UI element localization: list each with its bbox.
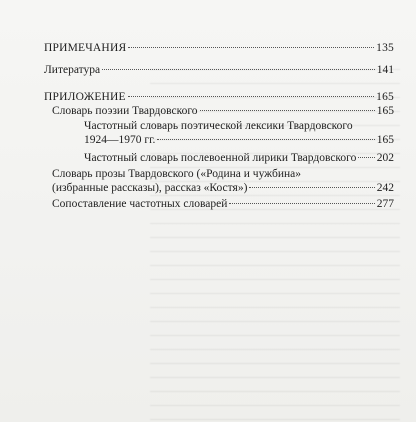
toc-leader-dots [229,203,374,204]
toc-leader-dots [157,139,374,140]
toc-label: Словарь поэзии Твардовского [52,105,198,117]
toc-page-number: 141 [376,64,394,76]
toc-label: ПРИЛОЖЕНИЕ [44,91,126,103]
toc-label: Сопоставление частотных словарей [52,198,228,210]
toc-entry-prose-dictionary-line1: Словарь прозы Твардовского («Родина и чужбина» [52,168,301,180]
toc-page-number: 165 [376,105,394,117]
toc-page-number: 165 [376,134,394,146]
toc-page-number: 242 [376,182,394,194]
toc-page-number: 202 [376,152,394,164]
toc-label: 1924—1970 гг. [84,134,156,146]
toc-leader-dots [128,96,374,97]
toc-entry-frequency-poetic-line1: Частотный словарь поэтической лексики Твардовского [84,120,353,132]
toc-label: ПРИМЕЧАНИЯ [44,42,127,54]
toc-entry-comparison [52,198,394,211]
toc-label: Частотный словарь послевоенной лирики Твардовского [84,152,357,164]
toc-page-number: 165 [376,91,394,103]
toc-leader-dots [102,69,375,70]
toc-entry-frequency-postwar [84,152,394,165]
toc-entry-appendix [44,91,394,104]
toc-page-number: 277 [376,198,394,210]
toc-page-number: 135 [376,42,394,54]
toc-entry-notes [44,42,394,55]
toc-leader-dots [200,110,375,111]
toc-label: Литература [44,64,101,76]
toc-entry-frequency-poetic [84,134,394,147]
toc-leader-dots [249,187,374,188]
toc-entry-prose-dictionary [52,182,394,195]
toc-leader-dots [128,47,374,48]
toc-leader-dots [358,157,374,158]
toc-entry-poetry-dictionary [52,105,394,118]
toc-label: (избранные рассказы), рассказ «Костя») [52,182,248,194]
toc-entry-literature [44,64,394,77]
